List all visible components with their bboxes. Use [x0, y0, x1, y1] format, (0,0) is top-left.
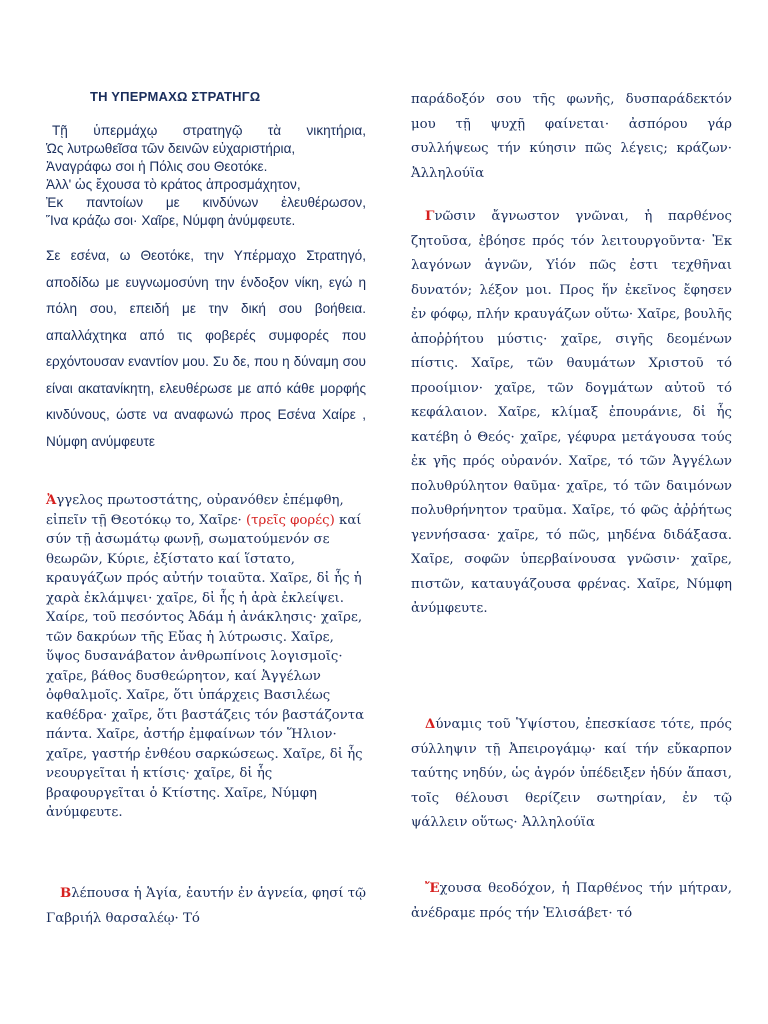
kontakion-translation: Σε εσένα, ω Θεοτόκε, την Υπέρμαχο Στρατηγό, αποδίδω με ευγνωμοσύνη την ένδοξον νίκη, εγώ η πόλη σου, επειδή με την δική σου βοήθεια. απαλλάχτηκα από τις φοβερές συμφορές που ερχόντουσαν εναντίον μου. Συ δε, που η δύναμη σου είναι ακατανίκητη, ελευθέρωσε με από κάθε μορφής κινδύνους, ώστε να αναφωνώ προς Εσένα Χαίρε , Νύμφη ανύμφευτε	[46, 248, 366, 449]
oikos-alpha-text-2: καί σύν τῇ ἀσωμάτῳ φωνῇ, σωματούμενόν σε θεωρῶν, Κύριε, ἐξίστατο καί ἵστατο, κραυγάζων πρός αὐτήν τοιαῦτα. Χαῖρε, δἰ ἧς ἡ χαρὰ ἐκλάμψει· χαῖρε, δἰ ἧς ἡ ἀρὰ ἐκλείψει. Χαίρε, τοῦ πεσόντος Ἀδάμ ἡ ἀνάκλησις· χαῖρε, τῶν δακρύων τῆς Εὔας ἡ λύτρωσις. Χαῖρε, ὕψος δυσανάβατον ἀνθρωπίνοις λογισμοῖς· χαῖρε, βάθος δυσθεώρητον, καί Ἀγγέλων ὀφθαλμοῖς. Χαῖρε, ὅτι ὑπάρχεις Βασιλέως καθέδρα· χαῖρε, ὅτι βαστάζεις τόν βαστάζοντα πάντα. Χαῖρε, ἀστήρ ἐμφαίνων τόν Ἥλιον· χαῖρε, γαστήρ ἐνθέου σαρκώσεως. Χαῖρε, δἰ ἧς νεουργεῖται ἡ κτίσις· χαῖρε, δἰ ἧς βραφουργεῖται ὁ Κτίστης. Χαῖρε, Νύμφη ἀνύμφευτε.	[46, 512, 365, 820]
kontakion-line: Ἵνα κράζω σοι· Χαῖρε, Νύμφη ἀνύμφευτε.	[46, 213, 296, 228]
oikos-alpha-text-1: γγελος πρωτοστάτης, οὐρανόθεν ἐπέμφθη, εἰπεῖν τῇ Θεοτόκῳ το, Χαῖρε·	[46, 493, 344, 528]
drop-cap-delta: Δ	[425, 717, 436, 732]
kontakion-line: Τῇ ὑπερμάχῳ στρατηγῷ τὰ νικητήρια,	[52, 123, 366, 138]
oikos-alpha-note: (τρεῖς φορές)	[245, 512, 335, 528]
kontakion-line: Ἀναγράφω σοι ἡ Πόλις σου Θεοτόκε.	[46, 159, 268, 174]
oikos-delta-text: ύναμις τοῦ Ὑψίστου, ἐπεσκίασε τότε, πρός σύλληψιν τῇ Ἀπειρογάμῳ· καί τήν εὔκαρπον ταύτης νηδύν, ὡς ἀγρόν ὑπέδειξεν ἡδύν ἅπασι, τοῖς θέλουσι θερίζειν σωτηρίαν, ἐν τῷ ψάλλειν οὕτως· Ἀλληλούϊα	[411, 717, 732, 830]
oikos-beta-continued: παράδοξόν σου τῆς φωνῆς, δυσπαράδεκτόν μου τῇ ψυχῇ φαίνεται· ἀσπόρου γάρ συλλήψεως τήν κύησιν πῶς λέγεις; κράζων· Ἀλληλούϊα	[411, 92, 732, 181]
oikos-epsilon-text: χουσα θεοδόχον, ἡ Παρθένος τήν μήτραν, ἀνέδραμε πρός τήν Ἐλισάβετ· τό	[411, 881, 732, 921]
oikos-alpha	[46, 491, 366, 823]
drop-cap-gamma: Γ	[425, 209, 435, 224]
drop-cap-epsilon: Ἔ	[425, 881, 440, 896]
oikos-gamma	[411, 205, 732, 622]
oikos-delta	[411, 713, 732, 836]
drop-cap-alpha: Ἀ	[46, 493, 57, 508]
page-title: ΤΗ ΥΠΕΡΜΑΧΩ ΣΤΡΑΤΗΓΩ	[90, 89, 261, 104]
kontakion-line: Ἐκ παντοίων με κινδύνων ἐλευθέρωσον,	[46, 195, 366, 210]
drop-cap-beta: Β	[60, 886, 72, 901]
kontakion-line: Ἀλλ' ὡς ἔχουσα τὸ κράτος ἀπροσμάχητον,	[46, 177, 301, 192]
kontakion-line: Ὡς λυτρωθεῖσα τῶν δεινῶν εὐχαριστήρια,	[46, 141, 296, 156]
oikos-gamma-text: νῶσιν ἄγνωστον γνῶναι, ἡ παρθένος ζητοῦσα, ἐβόησε πρός τόν λειτουργοῦντα· Ἐκ λαγόνων ἁγνῶν, Υἱόν πῶς ἐστι τεχθῆναι δυνατόν; λέξον μοι. Προς ἥν ἐκεῖνος ἔφησεν ἐν φόφῳ, πλήν κραυγάζων οὕτω· Χαῖρε, βουλῆς ἀποῤῥήτου μύστις· χαῖρε, σιγῆς δεομένων πίστις. Χαῖρε, τῶν θαυμάτων Χριστοῦ τό προοίμιον· χαῖρε, τῶν δογμάτων αὐτοῦ τό κεφάλαιον. Χαῖρε, κλίμαξ ἐπουράνιε, δἰ ἧς κατέβη ὁ Θεός· χαῖρε, γέφυρα μετάγουσα τούς ἐκ γῆς πρός οὐρανόν. Χαῖρε, τό τῶν Ἀγγέλων πολυθρύλητον θαῦμα· χαῖρε, τό τῶν δαιμόνων πολυθρήνητον τραῦμα. Χαῖρε, τό φῶς ἀῤῥήτως γεννήσασα· χαῖρε, τό πῶς, μηδένα διδάξασα. Χαῖρε, σοφῶν ὑπερβαίνουσα γνῶσιν· χαῖρε, πιστῶν, καταυγάζουσα φρένας. Χαῖρε, Νύμφη ἀνύμφευτε.	[411, 209, 732, 616]
oikos-beta	[46, 882, 366, 931]
oikos-epsilon	[411, 877, 732, 926]
kontakion-greek	[46, 122, 366, 230]
oikos-beta-text: λέπουσα ἡ Ἁγία, ἑαυτήν ἐν ἁγνεία, φησί τῷ Γαβριήλ θαρσαλέῳ· Τό	[46, 886, 366, 926]
